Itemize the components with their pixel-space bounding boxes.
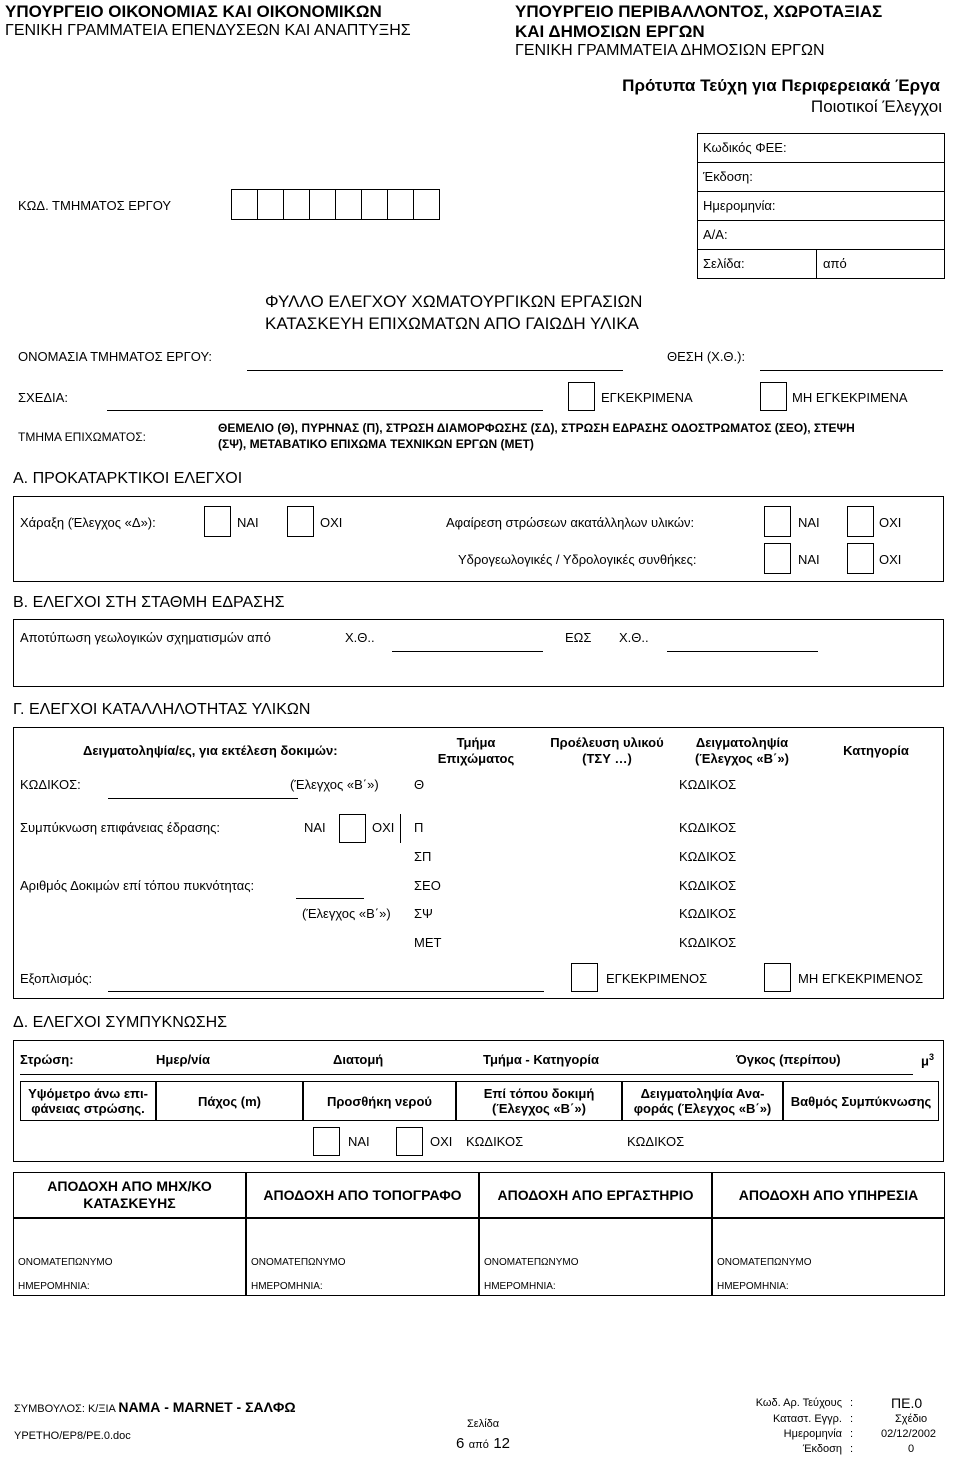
left-ministry: ΥΠΟΥΡΓΕΙΟ ΟΙΚΟΝΟΜΙΑΣ ΚΑΙ ΟΙΚΟΝΟΜΙΚΩΝ [5, 2, 382, 21]
part-seo: ΣΕΟ [414, 878, 441, 893]
page-label: Σελίδα: [703, 256, 745, 271]
hydro-yes-label: ΝΑΙ [798, 552, 820, 567]
col-reference-sampling: Δειγματοληψία Ανα- φοράς (Έλεγχος «Β΄») [622, 1081, 783, 1121]
equipment-approved-label: ΕΓΚΕΚΡΙΜΕΝΟΣ [606, 971, 708, 986]
reference-code-label: ΚΩΔΙΚΟΣ [627, 1134, 685, 1149]
part-met: ΜΕΤ [414, 935, 442, 950]
footer-edition-value: 0 [908, 1443, 915, 1455]
compaction-label: Συμπύκνωση επιφάνειας έδρασης: [20, 820, 220, 835]
col-origin-line2: (ΤΣΥ …) [582, 751, 632, 766]
series-subtitle: Ποιοτικοί Έλεγχοι [810, 97, 942, 116]
section-c-title: Γ. ΕΛΕΓΧΟΙ ΚΑΤΑΛΛΗΛΟΤΗΤΑΣ ΥΛΙΚΩΝ [13, 701, 311, 718]
embankment-text-line1: ΘΕΜΕΛΙΟ (Θ), ΠΥΡΗΝΑΣ (Π), ΣΤΡΩΣΗ ΔΙΑΜΟΡΦΩΣΗΣ (ΣΔ), ΣΤΡΩΣΗ ΕΔΡΑΣΗΣ ΟΔΟΣΤΡΩΜΑΤΟΣ (ΣΕΟ), ΣΤΕΨΗ [218, 421, 855, 435]
acceptance-engineer: ΑΠΟΔΟΧΗ ΑΠΟ ΜΗΧ/ΚΟ ΚΑΤΑΣΚΕΥΗΣ [13, 1172, 246, 1218]
section-b-title: Β. ΕΛΕΓΧΟΙ ΣΤΗ ΣΤΑΘΜΗ ΕΔΡΑΣΗΣ [13, 594, 285, 611]
part-theta: Θ [414, 777, 425, 792]
staking-yes-checkbox[interactable] [204, 506, 231, 537]
equipment-field[interactable] [108, 991, 544, 992]
removal-no-checkbox[interactable] [847, 506, 874, 537]
section-c-box [13, 727, 944, 999]
col-part-line2: Επιχώματος [437, 751, 515, 766]
date-label: Ημερομηνία: [703, 198, 776, 213]
col-thickness: Πάχος (m) [156, 1081, 303, 1121]
hydro-label: Υδρογεωλογικές / Υδρολογικές συνθήκες: [458, 552, 697, 567]
staking-no-checkbox[interactable] [287, 506, 314, 537]
part-sp: ΣΠ [414, 849, 432, 864]
name-label-4: ΟΝΟΜΑΤΕΠΩΝΥΜΟ [717, 1257, 812, 1268]
col-part-line1: Τμήμα [456, 735, 496, 750]
footer-colon-1: : [850, 1397, 854, 1409]
acceptance-authority: ΑΠΟΔΟΧΗ ΑΠΟ ΥΠΗΡΕΣΙΑ [712, 1172, 945, 1218]
staking-no-label: ΟΧΙ [320, 515, 343, 530]
layer-date-label: Ημερ/νία [156, 1052, 210, 1067]
code-row-5: ΚΩΔΙΚΟΣ [679, 906, 737, 921]
plan-not-approved-checkbox[interactable] [760, 382, 787, 411]
sampling-tests-label: Δειγματοληψία/ες, για εκτέλεση δοκιμών: [83, 743, 338, 758]
layer-row-line [20, 1074, 913, 1075]
code-row-4: ΚΩΔΙΚΟΣ [679, 878, 737, 893]
footer-colon-3: : [850, 1428, 854, 1440]
form-title-line2: ΚΑΤΑΣΚΕΥΗ ΕΠΙΧΩΜΑΤΩΝ ΑΠΟ ΓΑΙΩΔΗ ΥΛΙΚΑ [265, 314, 639, 333]
code-field[interactable] [108, 798, 298, 799]
doc-filename: ΥΡΕΤΗΟ/ΕΡ8/ΡΕ.0.doc [14, 1430, 131, 1442]
page-of-label: από [823, 256, 847, 271]
embankment-label: ΤΜΗΜΑ ΕΠΙΧΩΜΑΤΟΣ: [18, 430, 146, 444]
section-a-title: Α. ΠΡΟΚΑΤΑΡΚΤΙΚΟΙ ΕΛΕΓΧΟΙ [13, 470, 243, 487]
footer-code-label: Κωδ. Αρ. Τεύχους [755, 1397, 842, 1409]
col-elevation: Υψόμετρο άνω επι- φάνειας στρώσης. [20, 1081, 156, 1121]
hydro-yes-checkbox[interactable] [764, 543, 791, 574]
code-row-6: ΚΩΔΙΚΟΣ [679, 935, 737, 950]
density-tests-label: Αριθμός Δοκιμών επί τόπου πυκνότητας: [20, 878, 255, 893]
compaction-no-label: ΟΧΙ [372, 820, 395, 835]
footer-status-label: Καταστ. Εγγρ. [772, 1413, 842, 1425]
embankment-text-line2: (ΣΨ), ΜΕΤΑΒΑΤΙΚΟ ΕΠΙΧΩΜΑ ΤΕΧΝΙΚΩΝ ΕΡΓΩΝ (ΜΕΤ) [218, 437, 534, 451]
mapping-to-label: ΕΩΣ [565, 630, 592, 645]
project-name-field[interactable] [247, 370, 623, 371]
section-a-box [13, 496, 944, 582]
project-code-label: ΚΩΔ. ΤΜΗΜΑΤΟΣ ΕΡΓΟΥ [18, 198, 172, 213]
staking-label: Χάραξη (Έλεγχος «Δ»): [20, 515, 156, 530]
footer-date-value: 02/12/2002 [881, 1428, 937, 1440]
volume-label: Όγκος (περίπου) [736, 1052, 841, 1067]
mapping-to-field[interactable] [667, 651, 818, 652]
code-label: ΚΩΔΙΚΟΣ: [20, 777, 81, 792]
acceptance-laboratory: ΑΠΟΔΟΧΗ ΑΠΟ ΕΡΓΑΣΤΗΡΙΟ [479, 1172, 712, 1218]
right-secretariat: ΓΕΝΙΚΗ ΓΡΑΜΜΑΤΕΙΑ ΔΗΜΟΣΙΩΝ ΕΡΓΩΝ [515, 42, 825, 59]
water-no-label: ΟΧΙ [430, 1134, 453, 1149]
equipment-not-approved-label: ΜΗ ΕΓΚΕΚΡΙΜΕΝΟΣ [798, 971, 923, 986]
removal-label: Αφαίρεση στρώσεων ακατάλληλων υλικών: [446, 515, 695, 530]
footer-code-value: ΠΕ.0 [891, 1395, 923, 1411]
plan-approved-checkbox[interactable] [568, 382, 595, 411]
section-d-title: Δ. ΕΛΕΓΧΟΙ ΣΥΜΠΥΚΝΩΣΗΣ [13, 1014, 228, 1031]
series-title: Πρότυπα Τεύχη για Περιφερειακά Έργα [622, 76, 940, 95]
col-water: Προσθήκη νερού [303, 1081, 456, 1121]
edition-label: Έκδοση: [703, 169, 753, 184]
acceptance-surveyor: ΑΠΟΔΟΧΗ ΑΠΟ ΤΟΠΟΓΡΑΦΟ [246, 1172, 479, 1218]
col-sampling-line2: (Έλεγχος «Β΄») [695, 751, 789, 766]
right-ministry-line1: ΥΠΟΥΡΓΕΙΟ ΠΕΡΙΒΑΛΛΟΝΤΟΣ, ΧΩΡΟΤΑΞΙΑΣ [515, 2, 883, 21]
col-origin-line1: Προέλευση υλικού [550, 735, 664, 750]
right-ministry-line2: ΚΑΙ ΔΗΜΟΣΙΩΝ ΕΡΓΩΝ [515, 22, 705, 41]
name-label-1: ΟΝΟΜΑΤΕΠΩΝΥΜΟ [18, 1257, 113, 1268]
left-secretariat: ΓΕΝΙΚΗ ΓΡΑΜΜΑΤΕΙΑ ΕΠΕΝΔΥΣΕΩΝ ΚΑΙ ΑΝΑΠΤΥΞΗΣ [5, 22, 411, 39]
code-row-3: ΚΩΔΙΚΟΣ [679, 849, 737, 864]
footer-colon-4: : [850, 1443, 854, 1455]
water-no-checkbox[interactable] [396, 1127, 423, 1156]
project-name-label: ΟΝΟΜΑΣΙΑ ΤΜΗΜΑΤΟΣ ΕΡΓΟΥ: [18, 349, 213, 364]
equipment-approved-checkbox[interactable] [571, 963, 598, 992]
removal-yes-checkbox[interactable] [764, 506, 791, 537]
water-yes-checkbox[interactable] [313, 1127, 340, 1156]
fek-code-label: Κωδικός ΦΕΕ: [703, 140, 787, 155]
mapping-from-field[interactable] [392, 651, 543, 652]
date-label-2: ΗΜΕΡΟΜΗΝΙΑ: [251, 1281, 323, 1292]
plan-approved-label: ΕΓΚΕΚΡΙΜΕΝΑ [601, 390, 693, 405]
position-field[interactable] [760, 370, 943, 371]
code-row-1: ΚΩΔΙΚΟΣ [679, 777, 737, 792]
cross-section-label: Διατομή [333, 1052, 384, 1067]
staking-yes-label: ΝΑΙ [237, 515, 259, 530]
compaction-yes-label: ΝΑΙ [304, 820, 326, 835]
layer-label: Στρώση: [20, 1052, 74, 1067]
footer-date-label: Ημερομηνία [783, 1428, 842, 1440]
col-category: Κατηγορία [843, 743, 909, 758]
col-insitu-test: Επί τόπου δοκιμή (Έλεγχος «Β΄») [456, 1081, 622, 1121]
page-caption: Σελίδα [467, 1418, 500, 1430]
name-label-2: ΟΝΟΜΑΤΕΠΩΝΥΜΟ [251, 1257, 346, 1268]
col-compaction-degree: Βαθμός Συμπύκνωσης [783, 1081, 939, 1121]
footer-colon-2: : [850, 1413, 854, 1425]
part-spsi: ΣΨ [414, 906, 433, 921]
density-tests-field[interactable] [296, 898, 364, 899]
plan-label: ΣΧΕΔΙΑ: [18, 390, 68, 405]
plan-field[interactable] [107, 410, 543, 411]
aa-label: Α/Α: [703, 227, 728, 242]
mapping-from-label: Χ.Θ.. [345, 630, 375, 645]
compaction-yes-checkbox[interactable] [339, 814, 366, 843]
date-label-3: ΗΜΕΡΟΜΗΝΙΑ: [484, 1281, 556, 1292]
mapping-to-xth-label: Χ.Θ.. [619, 630, 649, 645]
volume-unit: $\mu^3$ [921, 1052, 934, 1069]
footer-status-value: Σχέδιο [895, 1413, 928, 1425]
density-check-b-label: (Έλεγχος «Β΄») [302, 906, 391, 921]
equipment-label: Εξοπλισμός: [20, 971, 93, 986]
water-yes-label: ΝΑΙ [348, 1134, 370, 1149]
removal-no-label: ΟΧΙ [879, 515, 902, 530]
consultant: ΣΥΜΒΟΥΛΟΣ: Κ/ΞΙΑ ΝΑΜΑ - MARNET - ΣΑΛΦΩ [14, 1399, 296, 1415]
footer-edition-label: Έκδοση [802, 1443, 842, 1455]
equipment-not-approved-checkbox[interactable] [764, 963, 791, 992]
name-label-3: ΟΝΟΜΑΤΕΠΩΝΥΜΟ [484, 1257, 579, 1268]
compaction-no-divider [400, 814, 401, 843]
page-number: 6 από 12 [456, 1435, 511, 1452]
date-label-4: ΗΜΕΡΟΜΗΝΙΑ: [717, 1281, 789, 1292]
code-row-2: ΚΩΔΙΚΟΣ [679, 820, 737, 835]
date-label-1: ΗΜΕΡΟΜΗΝΙΑ: [18, 1281, 90, 1292]
part-category-label: Τμήμα - Κατηγορία [483, 1052, 600, 1067]
insitu-code-label: ΚΩΔΙΚΟΣ [466, 1134, 524, 1149]
col-sampling-line1: Δειγματοληψία [695, 735, 789, 750]
removal-yes-label: ΝΑΙ [798, 515, 820, 530]
position-label: ΘΕΣΗ (Χ.Θ.): [667, 349, 746, 364]
mapping-label: Αποτύπωση γεωλογικών σχηματισμών από [20, 630, 271, 645]
form-title-line1: ΦΥΛΛΟ ΕΛΕΓΧΟΥ ΧΩΜΑΤΟΥΡΓΙΚΩΝ ΕΡΓΑΣΙΩΝ [265, 292, 643, 311]
hydro-no-label: ΟΧΙ [879, 552, 902, 567]
plan-not-approved-label: ΜΗ ΕΓΚΕΚΡΙΜΕΝΑ [792, 390, 908, 405]
part-pi: Π [414, 820, 424, 835]
check-b-label: (Έλεγχος «Β΄») [290, 777, 379, 792]
hydro-no-checkbox[interactable] [847, 543, 874, 574]
